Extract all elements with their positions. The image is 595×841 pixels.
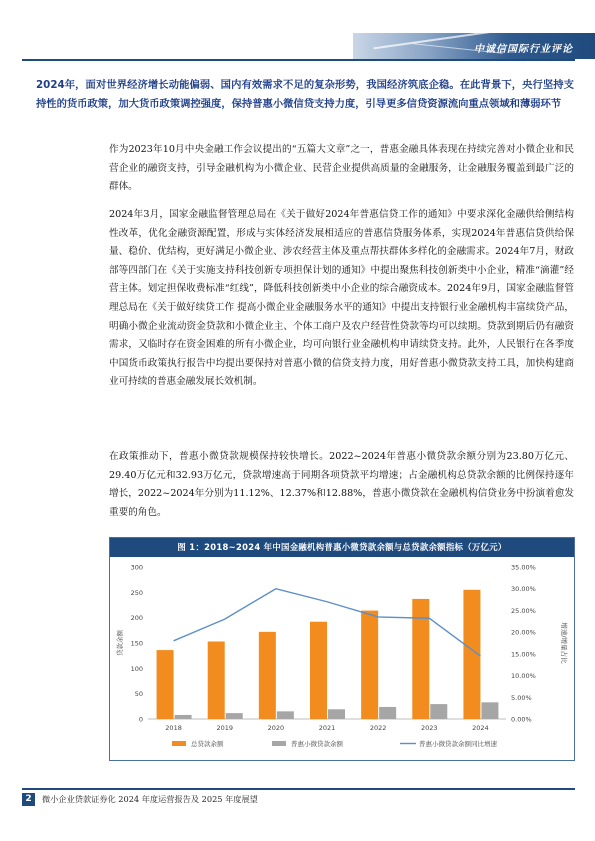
body-paragraph: 在政策推动下，普惠小微贷款规模保持较快增长。2022~2024年普惠小微贷款余额分别为23.80万亿元、29.40万亿元和32.93万亿元，贷款增速高于同期各项贷款平均增速；占金融机构总贷款余额的比例保持逐年增长，2022~2024年分别为11.12%、12.37%和12.88%，普惠小微贷款在金融机构信贷业务中扮演着愈发重要的角色。 [109,451,574,518]
x-tick-label: 2024 [472,724,489,732]
lead-summary: 2024年，面对世界经济增长动能偏弱、国内有效需求不足的复杂形势，我国经济筑底企稳。在此背景下，央行坚持支持性的货币政策，加大货币政策调控强度，保持普惠小微信贷支持力度，引导更多信贷资源流向重点领域和薄弱环节 [36,79,574,111]
y2-tick-label: 35.00% [511,563,536,572]
bar-microloans [481,702,498,719]
figure-frame [109,537,575,761]
bar-microloans [277,711,294,719]
y-tick-label: 0 [138,715,143,724]
page-number: 2 [22,793,35,806]
y-tick-label: 100 [130,664,143,673]
bar-total-loans [310,622,327,719]
header-title: 中诚信国际行业评论 [474,44,573,55]
x-tick-label: 2020 [267,724,285,732]
legend-swatch [172,741,186,746]
bar-total-loans [361,611,378,719]
x-tick-label: 2019 [216,724,233,732]
body-paragraph: 2024年3月，国家金融监督管理总局在《关于做好2024年普惠信贷工作的通知》中要求深化金融供给侧结构性改革，优化金融资源配置，形成与实体经济发展相适应的普惠信贷服务体系，实现2024年普惠信贷供给保量、稳价、优结构，更好满足小微企业、涉农经营主体及重点帮扶群体多样化的金融需求。2024年7月，财政部等四部门在《关于实施支持科技创新专项担保计划的通知》中提出聚焦科技创新类中小企业，精准“滴灌”经营主体。划定担保收费标准“红线”，降低科技创新类中小企业的综合融资成本。2024年9月，国家金融监督管理总局在《关于做好续贷工作 提高小微企业金融服务水平的通知》中提出支持银行业金融机构丰富续贷产品，明确小微企业流动资金贷款和小微企业主、个体工商户及农户经营性贷款等均可以续期。贷款到期后仍有融资需求，又临时存在资金困难的所有小微企业，均可向银行业金融机构申请续贷支持。此外，人民银行在各季度中国货币政策执行报告中均提出要保持对普惠小微的信贷支持力度，用好普惠小微贷款支持工具，加快构建商业可持续的普惠金融发展长效机制。 [109,209,574,388]
y2-tick-label: 25.00% [511,606,536,615]
bar-total-loans [259,632,276,719]
x-tick-label: 2023 [421,724,438,732]
x-tick-label: 2018 [165,724,182,732]
y-tick-label: 200 [130,614,143,623]
header-divider [22,59,575,61]
legend-label: 普惠小微贷款余额同比增速 [419,740,497,748]
y2-tick-label: 10.00% [511,672,536,681]
y2-tick-label: 20.00% [511,628,536,637]
legend-swatch [272,741,286,746]
bar-microloans [226,713,243,719]
footer-divider [22,788,575,790]
bar-total-loans [412,599,429,719]
y-axis-label: 贷款余额 [116,630,124,656]
loan-balance-chart [110,557,574,760]
y-tick-label: 250 [130,588,143,597]
y2-tick-label: 15.00% [511,650,536,659]
body-paragraph: 作为2023年10月中央金融工作会议提出的“五篇大文章”之一，普惠金融具体表现在持续完善对小微企业和民营企业的融资支持，引导金融机构为小微企业、民营企业提供高质量的金融服务，让金融服务覆盖到最广泛的群体。 [109,144,574,193]
bar-total-loans [157,650,174,719]
x-tick-label: 2022 [369,724,387,732]
footer-title: 微小企业贷款证券化 2024 年度运营报告及 2025 年度展望 [42,794,258,804]
y2-tick-label: 5.00% [511,693,532,702]
chart-title: 图 1：2018~2024 年中国金融机构普惠小微贷款余额与总贷款余额指标（万亿元） [110,538,574,557]
y2-tick-label: 0.00% [511,715,532,724]
y-tick-label: 300 [130,563,143,572]
y-tick-label: 50 [134,690,143,699]
y2-tick-label: 30.00% [511,585,536,594]
y2-axis-label: 增速/增量占比 [560,622,568,664]
y-tick-label: 150 [130,639,143,648]
bar-microloans [328,709,345,719]
bar-microloans [379,707,396,719]
legend-label: 总贷款余额 [191,740,224,748]
bar-microloans [430,704,447,719]
bar-total-loans [208,641,225,719]
x-tick-label: 2021 [318,724,336,732]
bar-microloans [175,715,192,719]
legend-label: 普惠小微贷款余额 [291,740,343,748]
